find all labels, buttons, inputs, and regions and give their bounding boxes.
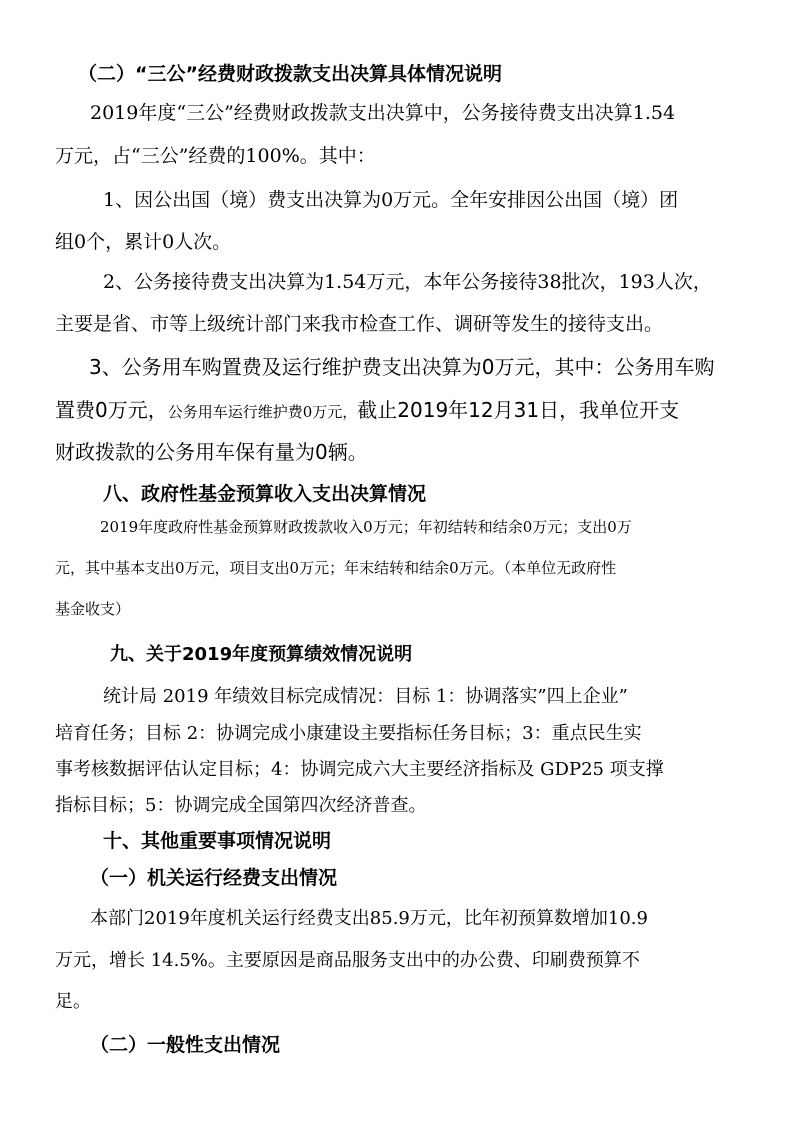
paragraph-line: 2019年度政府性基金预算财政拨款收入0万元；年初结转和结余0万元；支出0万	[100, 518, 632, 536]
section-heading-sangong-details: （二）“三公”经费财政拨款支出决算具体情况说明	[78, 63, 502, 85]
paragraph-line: 培育任务；目标 2：协调完成小康建设主要指标任务目标；3：重点民生实	[55, 723, 642, 744]
section-heading-gov-fund: 八、政府性基金预算收入支出决算情况	[103, 483, 427, 505]
list-item-line: 主要是省、市等上级统计部门来我市检查工作、调研等发生的接待支出。	[55, 313, 664, 335]
list-item-line: 2、公务接待费支出决算为1.54万元，本年公务接待38批次，193人次，	[103, 271, 712, 293]
paragraph-line: 万元，占“三公”经费的100%。其中：	[55, 145, 376, 167]
list-item-line: 组0个，累计0人次。	[55, 231, 232, 253]
paragraph-line: 元，其中基本支出0万元，项目支出0万元；年末结转和结余0万元。（本单位无政府性	[55, 559, 617, 577]
section-heading-performance: 九、关于2019年度预算绩效情况说明	[110, 644, 413, 665]
section-heading-other-matters: 十、其他重要事项情况说明	[103, 830, 332, 852]
paragraph-line: 指标目标；5：协调完成全国第四次经济普查。	[55, 795, 427, 816]
subsection-heading-operating-costs: （一）机关运行经费支出情况	[90, 867, 338, 889]
paragraph-line: 基金收支）	[55, 600, 131, 618]
paragraph-line: 统计局 2019 年绩效目标完成情况：目标 1：协调落实”四上企业”	[103, 686, 628, 707]
paragraph-line: 事考核数据评估认定目标；4：协调完成六大主要经济指标及 GDP25 项支撑	[55, 759, 664, 780]
inline-text-small: 公务用车运行维护费0万元，	[167, 403, 358, 421]
list-item-line: 3、公务用车购置费及运行维护费支出决算为0万元，其中：公务用车购	[89, 355, 715, 379]
list-item-line	[55, 394, 679, 423]
paragraph-line: 本部门2019年度机关运行经费支出85.9万元，比年初预算数增加10.9	[90, 908, 648, 929]
list-item-line: 财政拨款的公务用车保有量为0辆。	[55, 440, 368, 464]
paragraph-line: 万元，增长 14.5%。主要原因是商品服务支出中的办公费、印刷费预算不	[55, 950, 640, 971]
subsection-heading-general-expenditure: （二）一般性支出情况	[90, 1034, 281, 1056]
list-item-line: 1、因公出国（境）费支出决算为0万元。全年安排因公出国（境）团	[103, 189, 679, 211]
inline-text: 置费0万元，	[55, 398, 168, 422]
paragraph-line: 足。	[55, 991, 91, 1012]
inline-text: 截止2019年12月31日，我单位开支	[357, 398, 680, 422]
paragraph-line: 2019年度“三公”经费财政拨款支出决算中，公务接待费支出决算1.54	[90, 102, 676, 124]
